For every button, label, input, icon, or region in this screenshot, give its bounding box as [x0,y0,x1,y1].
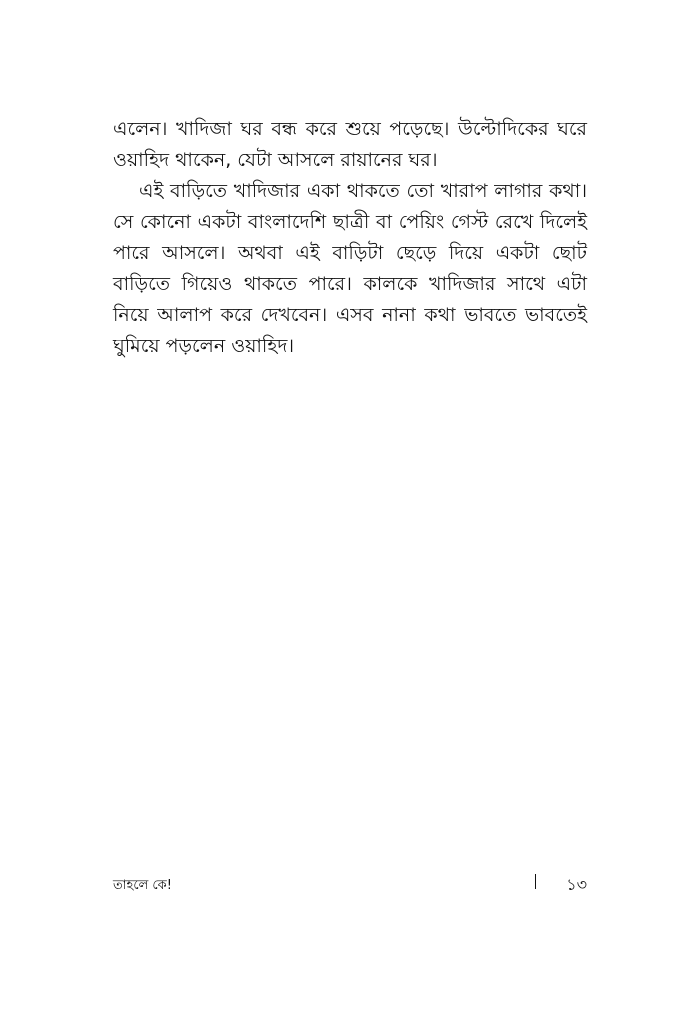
body-text [113,114,587,362]
running-title: তাহলে কে! [113,878,172,893]
page-footer [113,870,587,900]
paragraph: এই বাড়িতে খাদিজার একা থাকতে তো খারাপ লাগার কথা। সে কোনো একটা বাংলাদেশি ছাত্রী বা পেয়িং গেস্ট রেখে দিলেই পারে আসলে। অথবা এই বাড়িটা ছেড়ে দিয়ে একটা ছোট বাড়িতে গিয়েও থাকতে পারে। কালকে খাদিজার সাথে এটা নিয়ে আলাপ করে দেখবেন। এসব নানা কথা ভাবতে ভাবতেই ঘুমিয়ে পড়লেন ওয়াহিদ। [113,180,587,357]
paragraph-continuation: এলেন। খাদিজা ঘর বন্ধ করে শুয়ে পড়েছে। উল্টোদিকের ঘরে ওয়াহিদ থাকেন, যেটা আসলে রায়ানের ঘর। [113,118,587,171]
footer-separator [535,874,536,889]
page-number: ১৩ [566,875,587,894]
